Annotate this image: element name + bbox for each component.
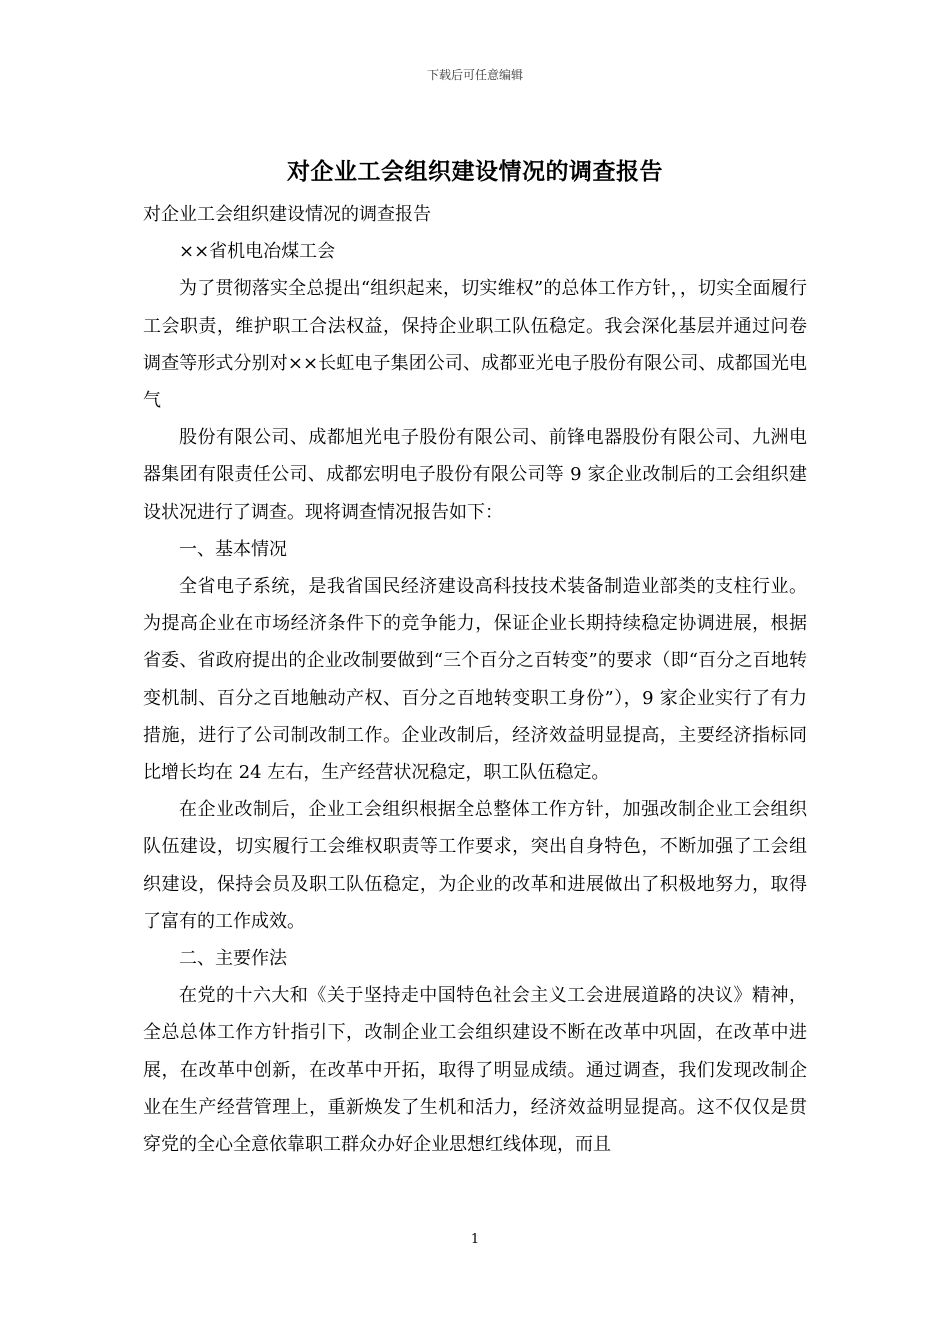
document-title: 对企业工会组织建设情况的调查报告 [287, 158, 663, 185]
author-line: ××省机电冶煤工会 [179, 241, 336, 263]
body-paragraph: 全省电子系统，是我省国民经济建设高科技技术装备制造业部类的支柱行业。为提高企业在市场经济条件下的竞争能力，保证企业长期持续稳定协调进展，根据省委、省政府提出的企业改制要做到“三个百分之百转变”的要求（即“百分之百地转变机制、百分之百地触动产权、百分之百地转变职工身份”），9 家企业实行了有力措施，进行了公司制改制工作。企业改制后，经济效益明显提高，主要经济指标同比增长均在 24 左右，生产经营状况稳定，职工队伍稳定。 [143, 576, 807, 784]
section-heading: 二、主要作法 [179, 948, 287, 970]
page-number: 1 [470, 1232, 480, 1247]
document-body [143, 196, 807, 1163]
body-paragraph: 在党的十六大和《关于坚持走中国特色社会主义工会进展道路的决议》精神，全总总体工作方针指引下，改制企业工会组织建设不断在改革中巩固，在改革中进展，在改革中创新，在改革中开拓，取得了明显成绩。通过调查，我们发现改制企业在生产经营管理上，重新焕发了生机和活力，经济效益明显提高。这不仅仅是贯穿党的全心全意依靠职工群众办好企业思想红线体现，而且 [143, 985, 807, 1156]
section-heading: 一、基本情况 [179, 538, 287, 560]
body-paragraph: 股份有限公司、成都旭光电子股份有限公司、前锋电器股份有限公司、九洲电器集团有限责任公司、成都宏明电子股份有限公司等 9 家企业改制后的工会组织建设状况进行了调查。现将调查情况报告如下： [143, 427, 807, 523]
subtitle-paragraph: 对企业工会组织建设情况的调查报告 [143, 204, 431, 225]
header-note: 下载后可任意编辑 [426, 68, 523, 82]
body-paragraph: 在企业改制后，企业工会组织根据全总整体工作方针，加强改制企业工会组织队伍建设，切实履行工会维权职责等工作要求，突出自身特色，不断加强了工会组织建设，保持会员及职工队伍稳定，为企业的改革和进展做出了积极地努力，取得了富有的工作成效。 [143, 799, 807, 932]
body-paragraph: 为了贯彻落实全总提出“组织起来，切实维权”的总体工作方针，，切实全面履行工会职责，维护职工合法权益，保持企业职工队伍稳定。我会深化基层并通过问卷调查等形式分别对××长虹电子集团公司、成都亚光电子股份有限公司、成都国光电气 [143, 278, 807, 412]
